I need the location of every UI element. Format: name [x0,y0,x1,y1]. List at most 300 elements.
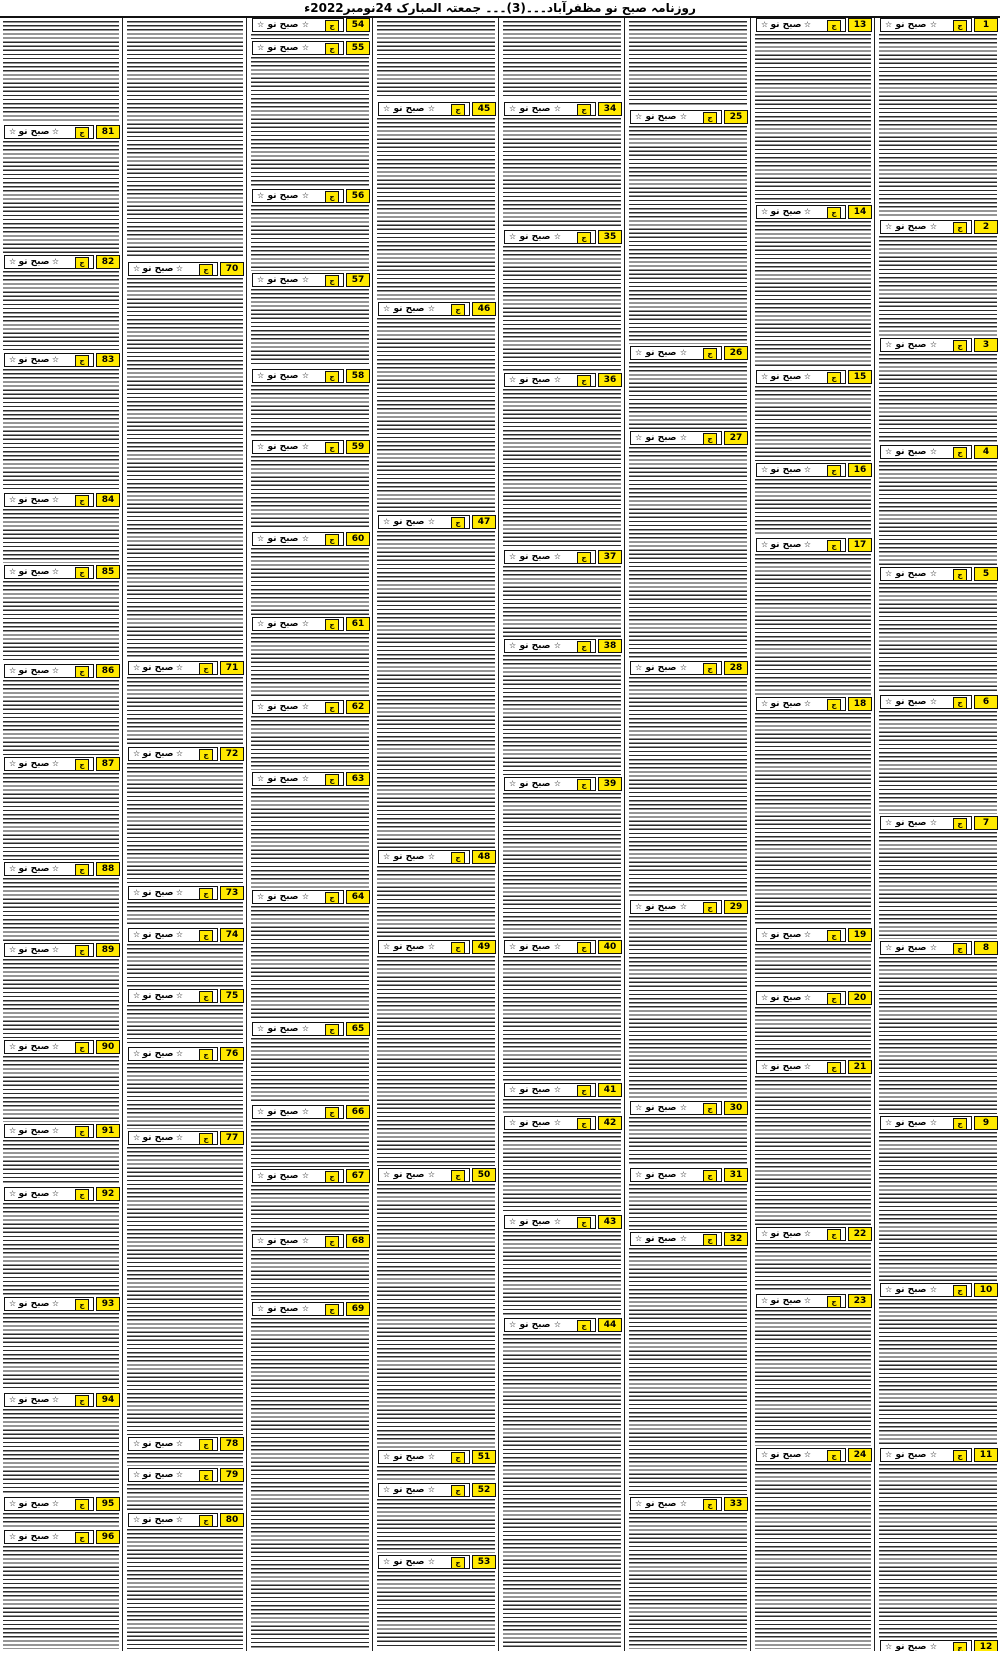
ad-header [0,1040,122,1054]
star-icon: ☆ [9,1042,17,1051]
newspaper-logo-icon: ج [325,619,339,631]
star-icon: ☆ [301,20,309,29]
ad-header-title: صبح نو [393,517,425,527]
star-icon: ☆ [929,340,937,349]
ad-text-block [251,1121,369,1167]
ad-text-block [503,1231,621,1316]
ad-number: 33 [724,1497,748,1511]
ad-header-title: صبح نو [895,1450,927,1460]
newspaper-logo-icon: ج [75,1042,89,1054]
ad-text-block [3,1313,119,1391]
ad-text-block [127,1063,243,1129]
ad-number: 76 [220,1047,244,1061]
ad-header-title: صبح نو [267,1024,299,1034]
ad-header-title: صبح نو [267,619,299,629]
ad-text-block [377,1466,495,1481]
star-icon: ☆ [679,902,687,911]
ad-number: 31 [724,1168,748,1182]
column-divider [750,18,751,1651]
ad-header-title: صبح نو [393,1557,425,1567]
ad-number: 67 [346,1169,370,1183]
ad-header [876,1283,1000,1297]
star-icon: ☆ [9,1395,17,1404]
ad-header-banner [630,431,722,445]
ad-header [124,661,246,675]
ad-text-block [127,944,243,987]
ad-header-title: صبح نو [18,666,50,676]
ad-header-title: صبح نو [519,1085,551,1095]
ad-header-banner [378,1555,470,1569]
star-icon: ☆ [553,375,561,384]
ad-number: 42 [598,1116,622,1130]
ad-text-block [755,1243,871,1292]
ad-number: 56 [346,189,370,203]
star-icon: ☆ [761,207,769,216]
ad-header [248,772,372,786]
ad-header-title: صبح نو [645,1234,677,1244]
ad-header [0,757,122,771]
newspaper-logo-icon: ج [75,495,89,507]
star-icon: ☆ [803,1296,811,1305]
star-icon: ☆ [383,1485,391,1494]
newspaper-logo-icon: ج [451,104,465,116]
ad-header-title: صبح نو [267,1304,299,1314]
ad-header [0,862,122,876]
ad-header [752,205,874,219]
ad-number: 60 [346,532,370,546]
ad-header-banner [756,463,846,477]
ad-number: 30 [724,1101,748,1115]
star-icon: ☆ [761,1450,769,1459]
star-icon: ☆ [885,569,893,578]
ad-text-block [127,902,243,926]
newspaper-logo-icon: ج [827,465,841,477]
ad-header-banner [4,1124,94,1138]
ad-header-banner [756,18,846,32]
ad-number: 16 [848,463,872,477]
star-icon: ☆ [761,1229,769,1238]
star-icon: ☆ [257,43,265,52]
star-icon: ☆ [509,104,517,113]
star-icon: ☆ [635,112,643,121]
ad-header-title: صبح نو [142,1470,174,1480]
star-icon: ☆ [175,663,183,672]
star-icon: ☆ [175,1049,183,1058]
ad-header-banner [756,1227,846,1241]
newspaper-logo-icon: ج [827,930,841,942]
ad-text-block [879,354,997,443]
ad-header [876,567,1000,581]
ad-header-banner [4,1393,94,1407]
star-icon: ☆ [175,264,183,273]
newspaper-logo-icon: ج [577,1118,591,1130]
ad-number: 28 [724,661,748,675]
star-icon: ☆ [133,1515,141,1524]
ad-text-block [503,1099,621,1114]
newspaper-logo-icon: ج [577,375,591,387]
star-icon: ☆ [9,666,17,675]
ad-header-title: صبح نو [895,222,927,232]
star-icon: ☆ [803,465,811,474]
ad-header-title: صبح نو [18,945,50,955]
ad-header-banner [4,255,94,269]
star-icon: ☆ [9,1189,17,1198]
ad-header-title: صبح نو [18,257,50,267]
star-icon: ☆ [427,104,435,113]
ad-header [500,1116,624,1130]
ad-text-block [503,21,621,99]
star-icon: ☆ [175,888,183,897]
ad-number: 17 [848,538,872,552]
star-icon: ☆ [133,930,141,939]
star-icon: ☆ [383,1170,391,1179]
star-icon: ☆ [885,1450,893,1459]
ad-header-title: صبح نو [895,697,927,707]
column-2 [752,18,874,1651]
ad-header [626,346,750,360]
star-icon: ☆ [679,433,687,442]
newspaper-logo-icon: ج [703,348,717,360]
star-icon: ☆ [9,1299,17,1308]
star-icon: ☆ [257,1024,265,1033]
ad-header [876,1640,1000,1651]
ad-number: 32 [724,1232,748,1246]
newspaper-logo-icon: ج [75,1532,89,1544]
ad-header [0,1297,122,1311]
ad-header-title: صبح نو [770,930,802,940]
ad-number: 12 [974,1640,998,1651]
ad-header-banner [630,900,722,914]
ad-header [374,1483,498,1497]
ad-header [752,463,874,477]
newspaper-logo-icon: ج [325,1236,339,1248]
ad-text-block [251,385,369,438]
star-icon: ☆ [929,943,937,952]
newspaper-logo-icon: ج [703,112,717,124]
newspaper-logo-icon: ج [325,43,339,55]
star-icon: ☆ [803,699,811,708]
ad-number: 11 [974,1448,998,1462]
ad-text-block [3,1203,119,1295]
ad-header-title: صبح نو [393,942,425,952]
ad-header [500,550,624,564]
column-divider [624,18,625,1651]
star-icon: ☆ [9,945,17,954]
ad-header-banner [128,661,218,675]
star-icon: ☆ [257,534,265,543]
star-icon: ☆ [133,991,141,1000]
ad-header-title: صبح نو [519,104,551,114]
ad-header-banner [756,697,846,711]
ad-header [124,886,246,900]
star-icon: ☆ [175,1133,183,1142]
ad-header [124,1513,246,1527]
ad-header [374,1450,498,1464]
ad-header [0,1497,122,1511]
ad-text-block [503,793,621,938]
ad-header-banner [252,700,344,714]
star-icon: ☆ [553,1118,561,1127]
ad-header-banner [880,695,972,709]
ad-header-banner [4,664,94,678]
ad-header [0,1124,122,1138]
star-icon: ☆ [51,1395,59,1404]
ad-header-title: صبح نو [770,1450,802,1460]
star-icon: ☆ [51,1042,59,1051]
star-icon: ☆ [383,852,391,861]
ad-text-block [377,1499,495,1553]
ad-header [752,928,874,942]
ad-header-title: صبح نو [519,641,551,651]
ad-text-block [3,271,119,351]
star-icon: ☆ [301,534,309,543]
newspaper-logo-icon: ج [325,892,339,904]
ad-header [500,639,624,653]
ad-header [0,1187,122,1201]
ad-header [248,532,372,546]
ad-text-block [3,1513,119,1528]
ad-header-banner [504,1318,596,1332]
star-icon: ☆ [803,1450,811,1459]
ad-header-title: صبح نو [645,902,677,912]
ad-header-banner [4,1187,94,1201]
star-icon: ☆ [257,1171,265,1180]
star-icon: ☆ [679,663,687,672]
ad-header [248,1302,372,1316]
newspaper-logo-icon: ج [75,1126,89,1138]
ad-number: 64 [346,890,370,904]
ad-number: 59 [346,440,370,454]
ad-header [876,338,1000,352]
ad-number: 40 [598,940,622,954]
newspaper-logo-icon: ج [75,355,89,367]
newspaper-logo-icon: ج [75,567,89,579]
ad-header-banner [504,1083,596,1097]
ad-header-title: صبح نو [770,1229,802,1239]
ad-number: 38 [598,639,622,653]
ad-header-banner [128,1131,218,1145]
star-icon: ☆ [679,348,687,357]
column-1 [876,18,1000,1651]
ad-header-title: صبح نو [519,779,551,789]
ad-header [124,262,246,276]
ad-text-block [629,677,747,898]
ad-number: 68 [346,1234,370,1248]
ad-header-banner [4,862,94,876]
star-icon: ☆ [257,774,265,783]
star-icon: ☆ [679,112,687,121]
ad-number: 79 [220,1468,244,1482]
ad-header [248,617,372,631]
ad-text-block [377,318,495,513]
newspaper-logo-icon: ج [703,1234,717,1246]
ad-text-block [755,554,871,695]
newspaper-logo-icon: ج [953,818,967,830]
ad-header [248,189,372,203]
star-icon: ☆ [9,567,17,576]
ad-header-banner [4,493,94,507]
ad-number: 78 [220,1437,244,1451]
ad-number: 85 [96,565,120,579]
column-5 [374,18,498,1651]
ad-header [876,220,1000,234]
ad-number: 58 [346,369,370,383]
ad-text-block [127,763,243,884]
ad-number: 1 [974,18,998,32]
newspaper-logo-icon: ج [577,552,591,564]
ad-header [626,661,750,675]
ad-text-block [755,1076,871,1225]
ad-header-banner [880,816,972,830]
ad-header-banner [128,1513,218,1527]
newspaper-logo-icon: ج [451,304,465,316]
star-icon: ☆ [383,1452,391,1461]
star-icon: ☆ [635,433,643,442]
star-icon: ☆ [301,702,309,711]
ad-header-title: صبح نو [393,1452,425,1462]
ad-header-title: صبح نو [519,1118,551,1128]
ad-text-block [3,21,119,122]
ad-header-title: صبح نو [18,1189,50,1199]
ad-header-title: صبح نو [645,1499,677,1509]
newspaper-logo-icon: ج [75,945,89,957]
ad-header-banner [630,110,722,124]
ad-header-title: صبح نو [393,104,425,114]
ad-text-block [251,456,369,530]
ad-header-banner [252,189,344,203]
newspaper-logo-icon: ج [953,1642,967,1651]
column-4 [500,18,624,1651]
star-icon: ☆ [133,1470,141,1479]
ad-header-banner [4,125,94,139]
star-icon: ☆ [427,1485,435,1494]
star-icon: ☆ [803,1062,811,1071]
star-icon: ☆ [509,779,517,788]
newspaper-logo-icon: ج [75,1299,89,1311]
ad-header-title: صبح نو [393,852,425,862]
star-icon: ☆ [133,1439,141,1448]
ad-header-title: صبح نو [142,888,174,898]
ad-header [248,18,372,32]
ad-text-block [879,461,997,565]
ad-header-title: صبح نو [18,1499,50,1509]
ad-header [0,943,122,957]
star-icon: ☆ [803,372,811,381]
newspaper-logo-icon: ج [325,442,339,454]
ad-text-block [629,362,747,429]
newspaper-logo-icon: ج [827,1062,841,1074]
ad-header-title: صبح نو [267,371,299,381]
star-icon: ☆ [929,697,937,706]
ad-number: 20 [848,991,872,1005]
newspaper-logo-icon: ج [75,257,89,269]
newspaper-logo-icon: ج [75,1189,89,1201]
ad-text-block [251,205,369,271]
star-icon: ☆ [509,552,517,561]
ad-header-title: صبح نو [770,207,802,217]
ad-number: 41 [598,1083,622,1097]
ad-header-title: صبح نو [770,372,802,382]
ad-header [876,695,1000,709]
star-icon: ☆ [133,264,141,273]
ad-header-title: صبح نو [267,20,299,30]
star-icon: ☆ [51,864,59,873]
ad-text-block [503,655,621,775]
ad-text-block [503,246,621,371]
ad-text-block [879,583,997,693]
ad-text-block [879,34,997,218]
star-icon: ☆ [301,275,309,284]
star-icon: ☆ [9,495,17,504]
ad-number: 66 [346,1105,370,1119]
ad-header-banner [630,1232,722,1246]
ad-header-title: صبح نو [18,864,50,874]
ad-number: 21 [848,1060,872,1074]
ad-header [752,1294,874,1308]
ad-header-title: صبح نو [142,1133,174,1143]
ad-header-banner [252,41,344,55]
ad-header-banner [128,989,218,1003]
star-icon: ☆ [803,207,811,216]
star-icon: ☆ [929,1285,937,1294]
newspaper-logo-icon: ج [451,517,465,529]
newspaper-logo-icon: ج [827,20,841,32]
ad-text-block [251,906,369,1020]
star-icon: ☆ [679,1103,687,1112]
ad-header [626,110,750,124]
ad-number: 35 [598,230,622,244]
column-divider [874,18,875,1651]
newspaper-logo-icon: ج [451,1452,465,1464]
ad-header-title: صبح نو [18,567,50,577]
ad-header-title: صبح نو [645,1170,677,1180]
ad-header [248,1022,372,1036]
star-icon: ☆ [51,1299,59,1308]
ad-number: 55 [346,41,370,55]
ad-number: 27 [724,431,748,445]
ad-number: 45 [472,102,496,116]
ad-number: 88 [96,862,120,876]
ad-text-block [377,866,495,938]
star-icon: ☆ [509,375,517,384]
ad-number: 7 [974,816,998,830]
star-icon: ☆ [929,447,937,456]
ad-header-title: صبح نو [519,1320,551,1330]
ad-number: 19 [848,928,872,942]
newspaper-logo-icon: ج [953,447,967,459]
star-icon: ☆ [133,1049,141,1058]
newspaper-logo-icon: ج [199,749,213,761]
ad-header-banner [504,1116,596,1130]
ad-text-block [127,677,243,745]
ad-header-title: صبح نو [267,43,299,53]
star-icon: ☆ [803,993,811,1002]
newspaper-logo-icon: ج [577,104,591,116]
ad-text-block [3,959,119,1038]
star-icon: ☆ [427,517,435,526]
star-icon: ☆ [885,697,893,706]
ad-text-block [251,289,369,367]
ad-text-block [251,633,369,698]
ad-header-title: صبح نو [18,495,50,505]
star-icon: ☆ [301,1236,309,1245]
ad-text-block [629,21,747,107]
ad-header [374,102,498,116]
star-icon: ☆ [9,864,17,873]
ad-number: 44 [598,1318,622,1332]
star-icon: ☆ [51,1126,59,1135]
ad-header-banner [378,515,470,529]
